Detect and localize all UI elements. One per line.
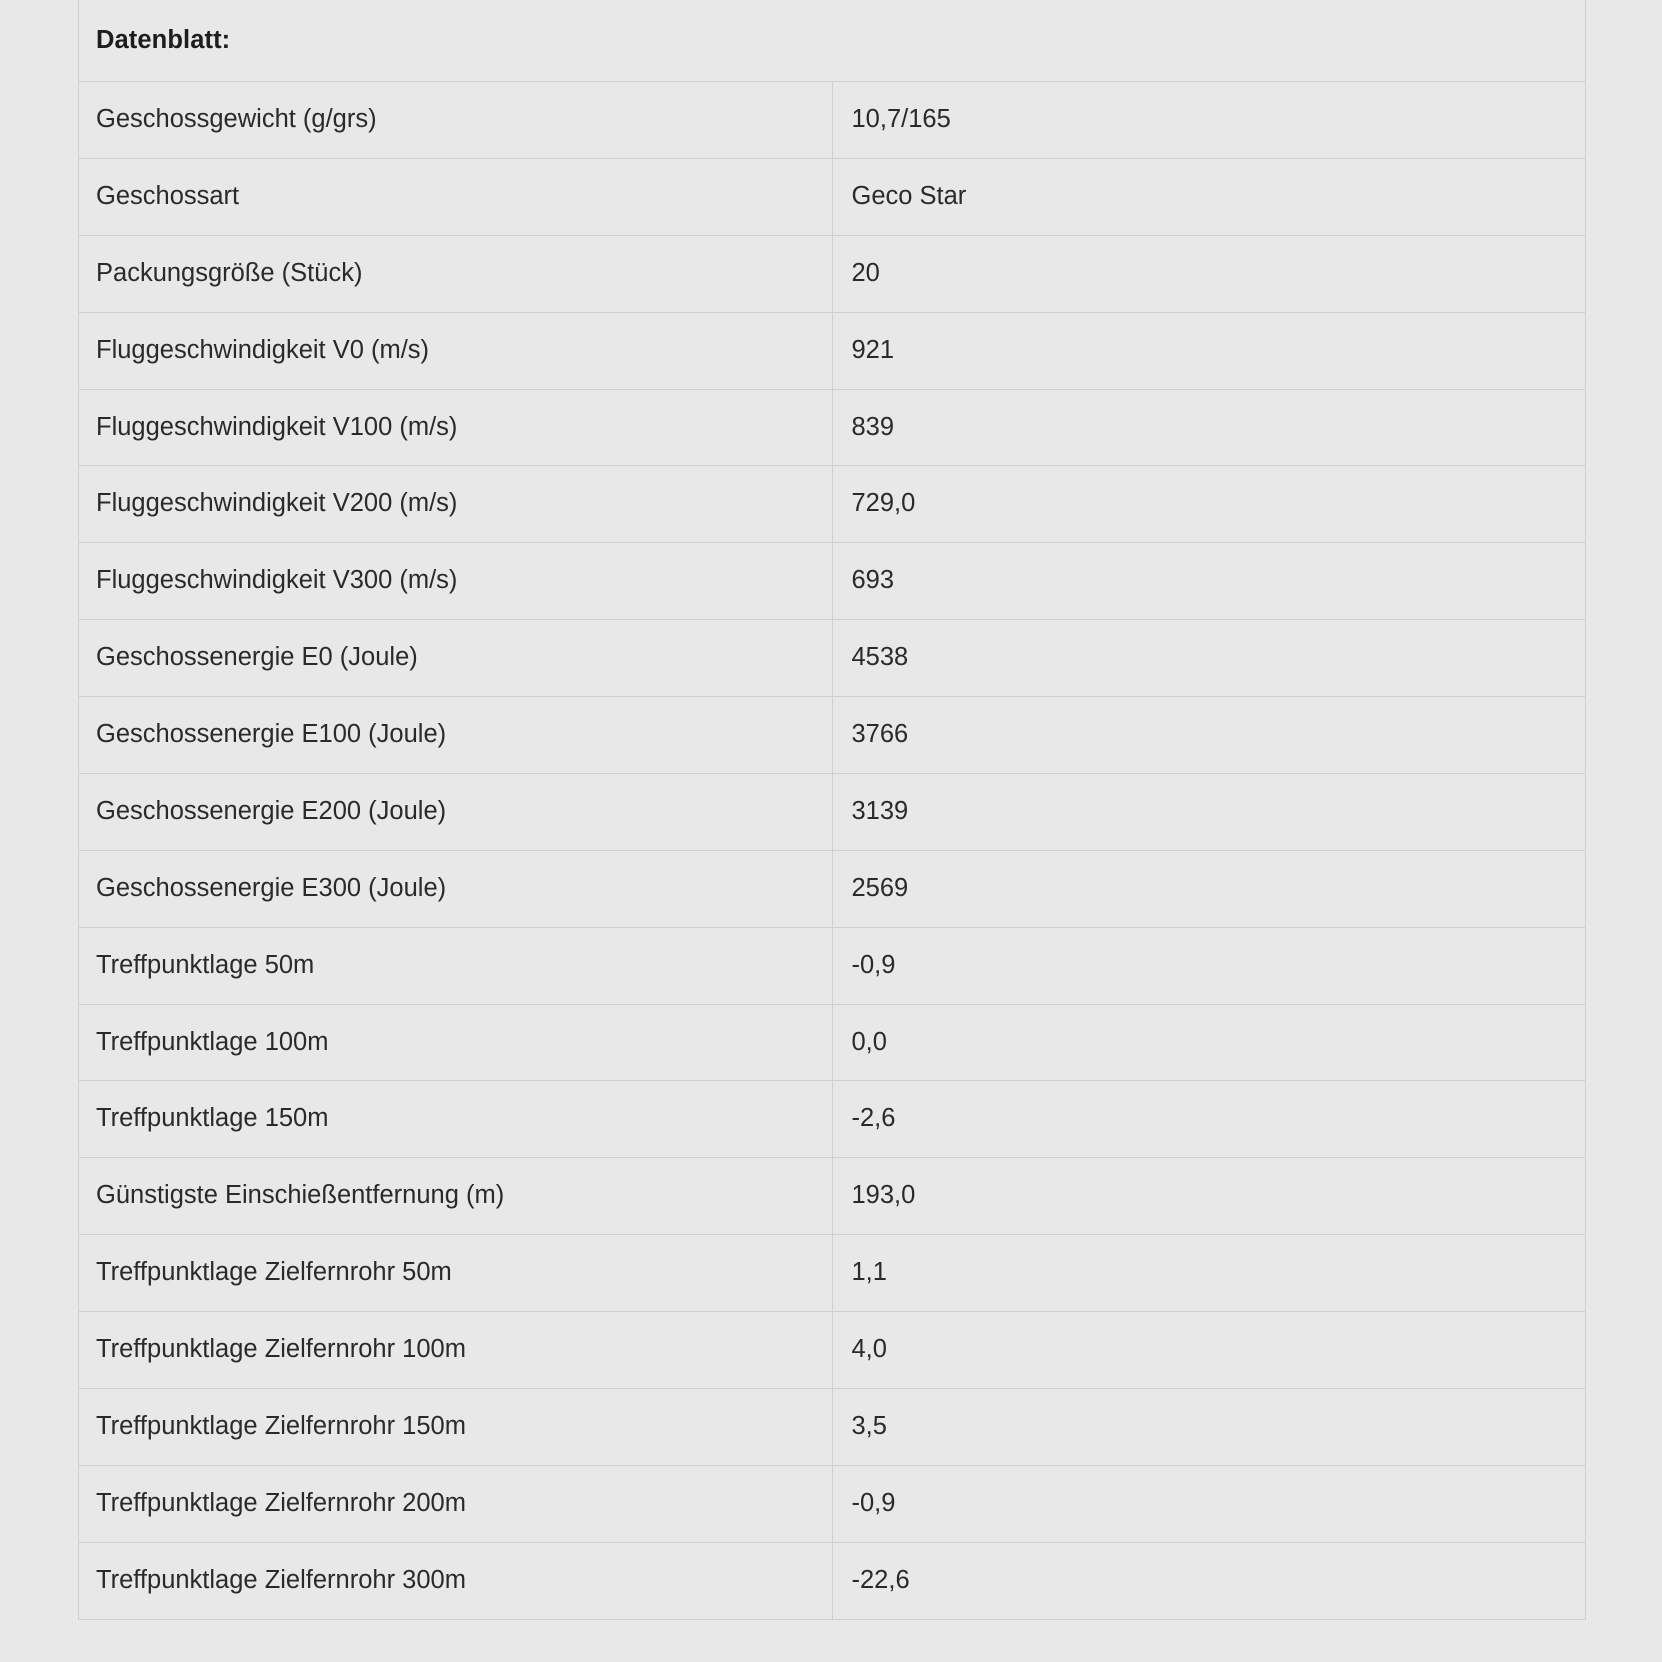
row-label: Geschossenergie E100 (Joule): [79, 697, 832, 774]
row-value: 921: [832, 312, 1585, 389]
table-row: [79, 82, 1585, 159]
datasheet-table-body: [79, 0, 1585, 1619]
row-value: 20: [832, 235, 1585, 312]
row-value: 729,0: [832, 466, 1585, 543]
row-value: 3766: [832, 697, 1585, 774]
row-label: Geschossart: [79, 158, 832, 235]
table-row: [79, 1312, 1585, 1389]
row-value: 693: [832, 543, 1585, 620]
row-label: Treffpunktlage 50m: [79, 927, 832, 1004]
row-label: Treffpunktlage Zielfernrohr 150m: [79, 1388, 832, 1465]
row-value: -0,9: [832, 1465, 1585, 1542]
table-row: [79, 1235, 1585, 1312]
row-value: 193,0: [832, 1158, 1585, 1235]
table-row: [79, 927, 1585, 1004]
datasheet-panel: [78, 0, 1586, 1620]
table-row: [79, 235, 1585, 312]
row-value: 3139: [832, 773, 1585, 850]
row-label: Treffpunktlage Zielfernrohr 200m: [79, 1465, 832, 1542]
row-label: Geschossenergie E200 (Joule): [79, 773, 832, 850]
row-label: Treffpunktlage Zielfernrohr 300m: [79, 1542, 832, 1619]
row-label: Packungsgröße (Stück): [79, 235, 832, 312]
row-value: 10,7/165: [832, 82, 1585, 159]
row-value: 3,5: [832, 1388, 1585, 1465]
table-row: [79, 389, 1585, 466]
datasheet-title: Datenblatt:: [79, 0, 1585, 82]
table-row: [79, 158, 1585, 235]
row-value: 1,1: [832, 1235, 1585, 1312]
row-label: Treffpunktlage Zielfernrohr 100m: [79, 1312, 832, 1389]
table-row: [79, 312, 1585, 389]
table-row: [79, 1158, 1585, 1235]
table-row: [79, 850, 1585, 927]
row-value: -0,9: [832, 927, 1585, 1004]
table-row: [79, 1542, 1585, 1619]
table-header-row: [79, 0, 1585, 82]
row-value: 0,0: [832, 1004, 1585, 1081]
row-label: Geschossenergie E300 (Joule): [79, 850, 832, 927]
row-label: Treffpunktlage 100m: [79, 1004, 832, 1081]
row-label: Fluggeschwindigkeit V300 (m/s): [79, 543, 832, 620]
row-value: -22,6: [832, 1542, 1585, 1619]
row-value: 839: [832, 389, 1585, 466]
row-label: Fluggeschwindigkeit V0 (m/s): [79, 312, 832, 389]
table-row: [79, 773, 1585, 850]
row-label: Treffpunktlage 150m: [79, 1081, 832, 1158]
table-row: [79, 697, 1585, 774]
table-row: [79, 543, 1585, 620]
table-row: [79, 466, 1585, 543]
table-row: [79, 1465, 1585, 1542]
table-row: [79, 620, 1585, 697]
row-label: Günstigste Einschießentfernung (m): [79, 1158, 832, 1235]
row-label: Fluggeschwindigkeit V200 (m/s): [79, 466, 832, 543]
row-value: -2,6: [832, 1081, 1585, 1158]
row-label: Geschossenergie E0 (Joule): [79, 620, 832, 697]
row-value: Geco Star: [832, 158, 1585, 235]
table-row: [79, 1388, 1585, 1465]
row-label: Treffpunktlage Zielfernrohr 50m: [79, 1235, 832, 1312]
table-row: [79, 1081, 1585, 1158]
row-value: 4538: [832, 620, 1585, 697]
table-row: [79, 1004, 1585, 1081]
row-value: 4,0: [832, 1312, 1585, 1389]
row-label: Fluggeschwindigkeit V100 (m/s): [79, 389, 832, 466]
datasheet-table: [79, 0, 1585, 1620]
row-label: Geschossgewicht (g/grs): [79, 82, 832, 159]
row-value: 2569: [832, 850, 1585, 927]
